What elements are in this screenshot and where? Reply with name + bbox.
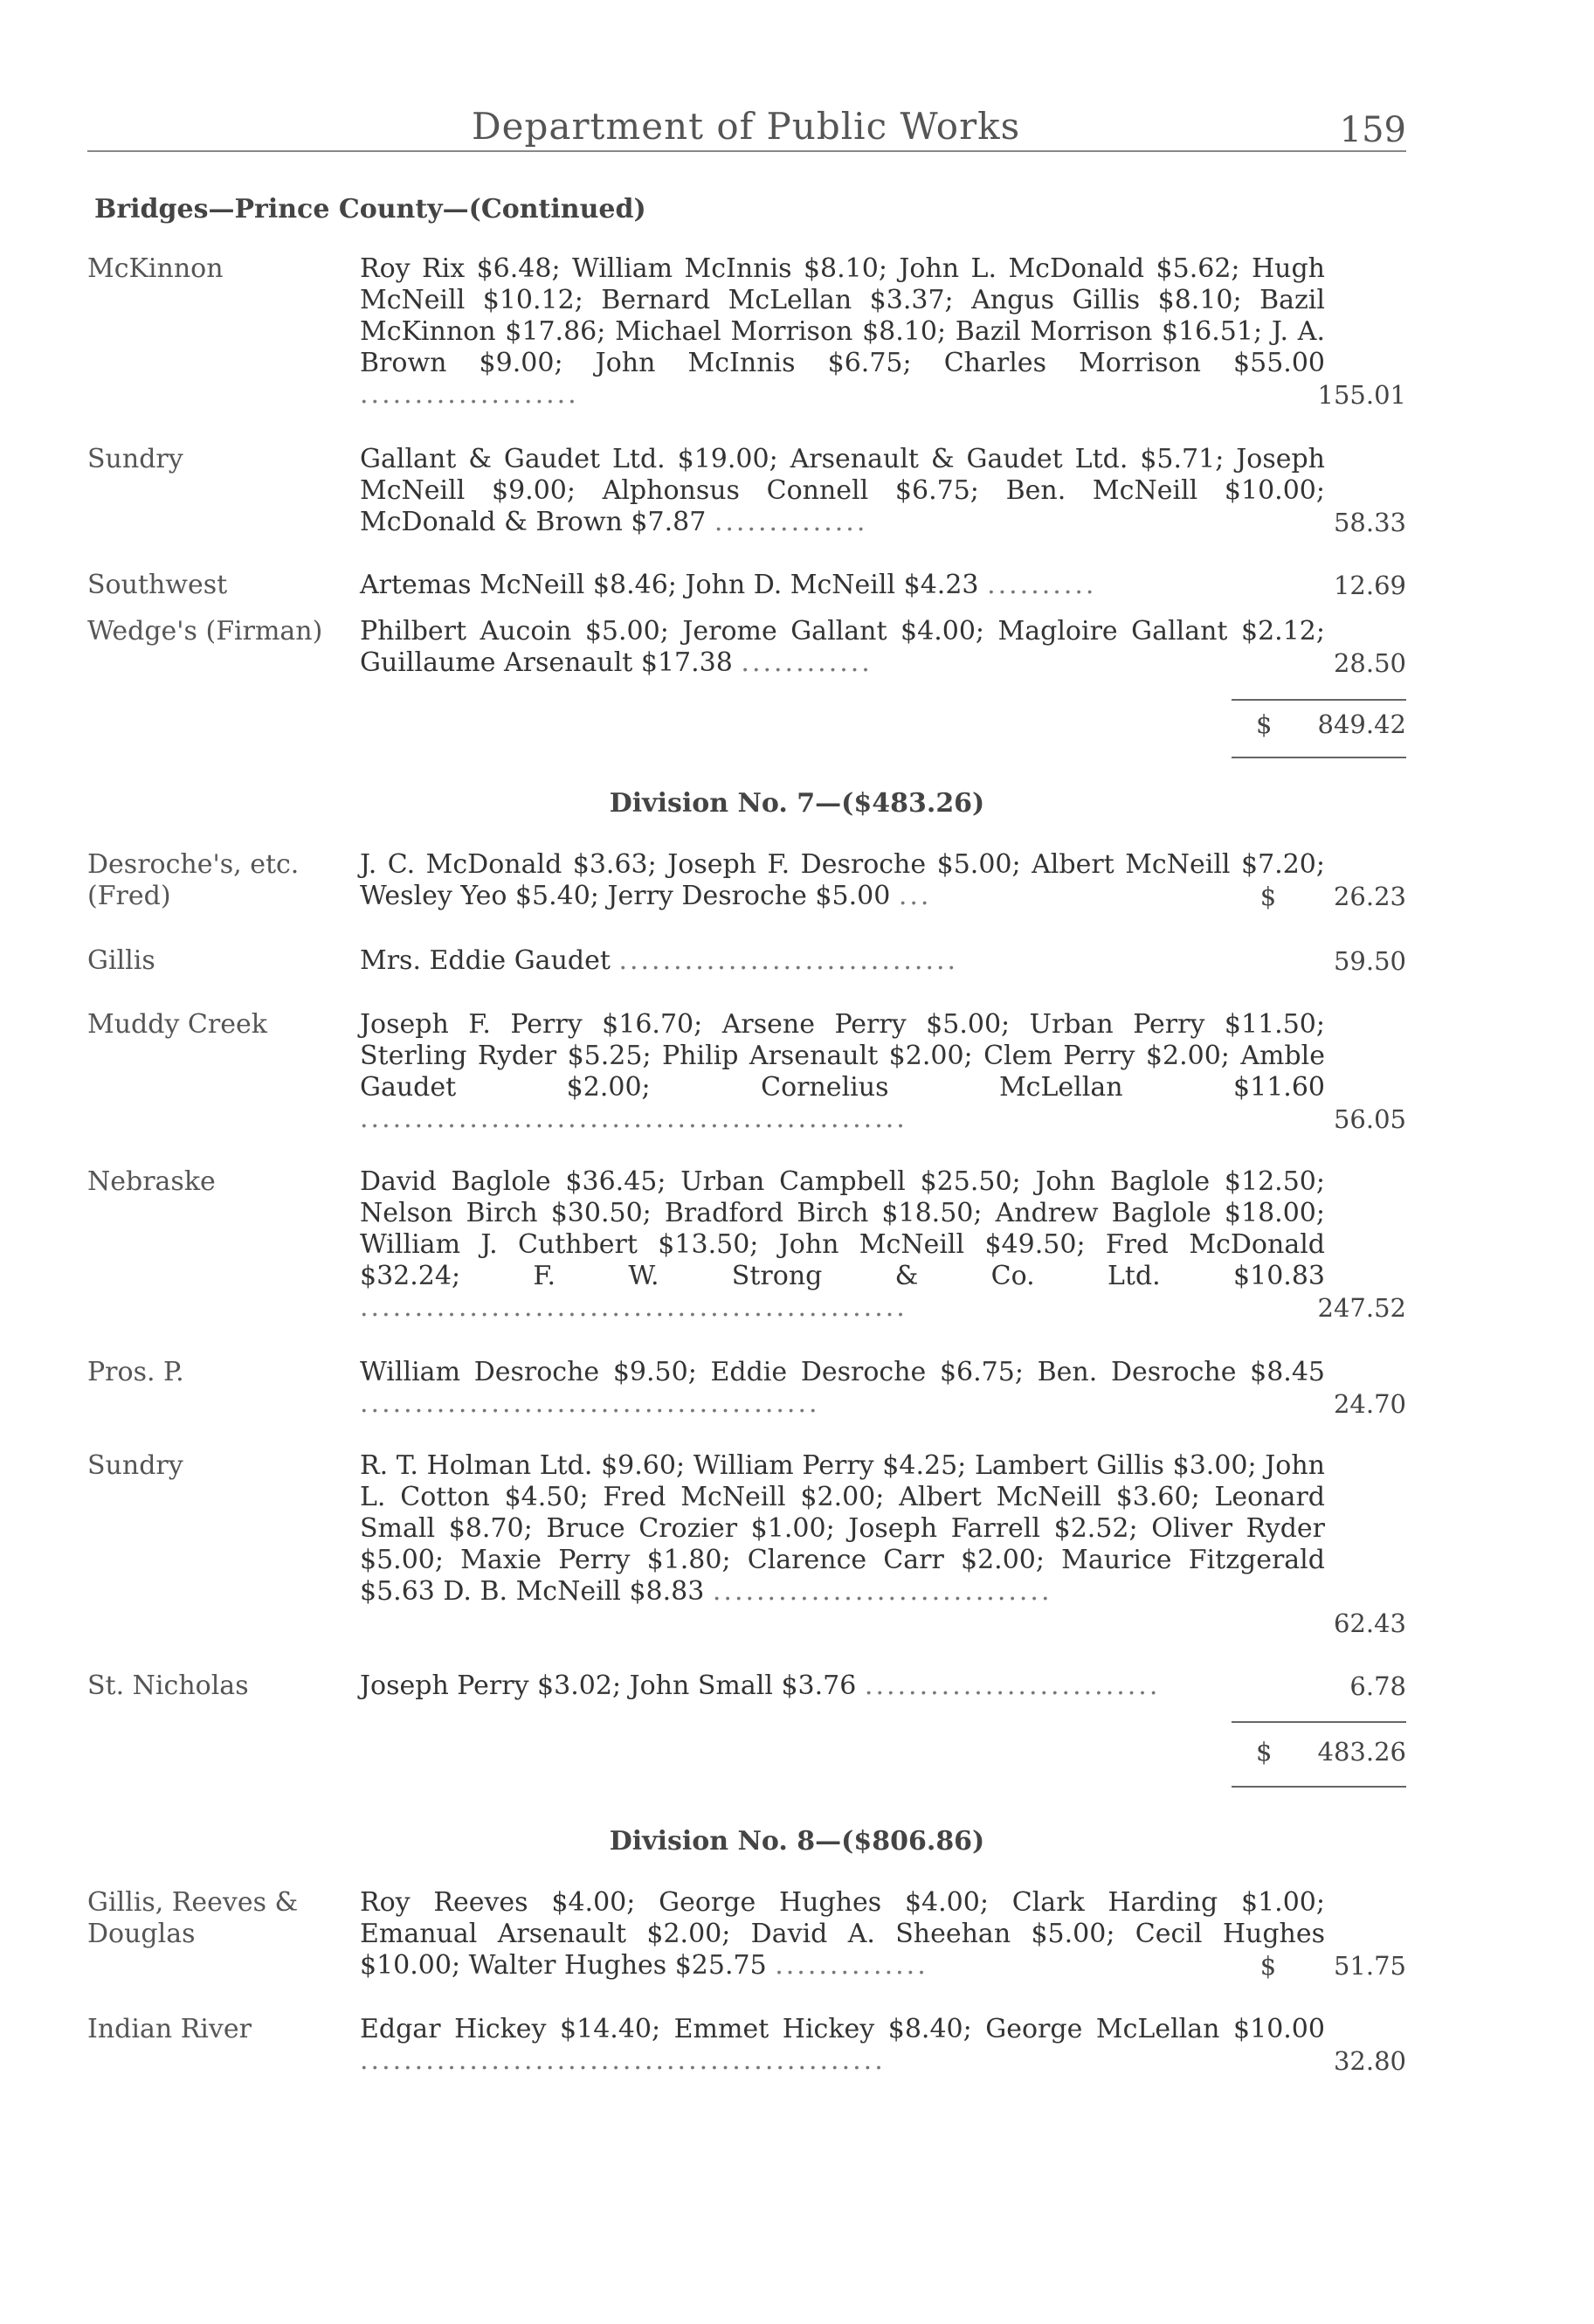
entry-payees: William Desroche $9.50; Eddie Desroche $6.75; Ben. Desroche $8.45 xyxy=(360,1357,1325,1387)
dot-leader: .......................................... xyxy=(360,1388,820,1419)
dollar-sign: $ xyxy=(1256,709,1273,739)
entry-payees: Artemas McNeill $8.46; John D. McNeill $4.23 xyxy=(360,570,979,600)
entry-amount: 12.69 xyxy=(1333,571,1406,600)
subtotal-rule xyxy=(1232,699,1406,701)
dollar-sign: $ xyxy=(1259,882,1277,911)
entry-items xyxy=(360,2014,1325,2077)
dot-leader: ............................... xyxy=(618,945,959,976)
entry-payees: J. C. McDonald $3.63; Joseph F. Desroche $5.00; Albert McNeill $7.20; Wesley Yeo $5.40; Jerry Desroche $5.00 xyxy=(360,849,1325,911)
subtotal-rule xyxy=(1232,1721,1406,1723)
header-title: Department of Public Works xyxy=(472,105,1021,148)
dollar-sign: $ xyxy=(1256,1737,1273,1767)
dot-leader: .......... xyxy=(987,570,1097,600)
entry-items xyxy=(360,1670,1325,1702)
running-header xyxy=(87,105,1406,157)
entry-place: Desroche's, etc. (Fred) xyxy=(87,849,300,911)
entry-place: St. Nicholas xyxy=(87,1670,249,1701)
entry-payees: Gallant & Gaudet Ltd. $19.00; Arsenault & Gaudet Ltd. $5.71; Joseph McNeill $9.00; Alphonsus Connell $6.75; Ben. McNeill $10.00; McDonald & Brown $7.87 xyxy=(360,444,1325,537)
section-title: Bridges—Prince County—(Continued) xyxy=(94,194,646,225)
entry-place: Pros. P. xyxy=(87,1357,184,1387)
group1-total xyxy=(1232,709,1406,744)
dot-leader: ............................... xyxy=(712,1576,1052,1607)
entry-sundry-2 xyxy=(87,1450,1406,1643)
entry-place: Southwest xyxy=(87,570,228,600)
entry-place: Sundry xyxy=(87,1450,183,1481)
entry-items xyxy=(360,616,1325,679)
page-number: 159 xyxy=(1339,110,1406,150)
entry-payees: R. T. Holman Ltd. $9.60; William Perry $4.25; Lambert Gillis $3.00; John L. Cotton $4.50; Fred McNeill $2.00; Albert McNeill $3.60; Leonard Small $8.70; Bruce Crozier $1.00; Joseph Farrell $2.52; Oliver Ryder $5.00; Maxie Perry $1.80; Clarence Carr $2.00; Maurice Fitzgerald $5.63 D. B. McNeill $8.83 xyxy=(360,1450,1325,1607)
entry-amount: 51.75 xyxy=(1333,1951,1406,1981)
entry-place: Gillis, Reeves & Douglas xyxy=(87,1887,299,1949)
dot-leader: .................................................. xyxy=(360,1292,907,1323)
entry-wedges xyxy=(87,616,1406,682)
entry-payees: Joseph F. Perry $16.70; Arsene Perry $5.00; Urban Perry $11.50; Sterling Ryder $5.25; Philip Arsenault $2.00; Clem Perry $2.00; Amble Gaudet $2.00; Cornelius McLellan $11.60 xyxy=(360,1009,1325,1103)
entry-place: Muddy Creek xyxy=(87,1009,267,1040)
entry-place: Indian River xyxy=(87,2014,252,2044)
entry-sundry xyxy=(87,444,1406,540)
entry-amount: 26.23 xyxy=(1333,882,1406,911)
dot-leader: .................................................. xyxy=(360,1103,907,1134)
entry-nebraske xyxy=(87,1166,1406,1328)
entry-payees: Mrs. Eddie Gaudet xyxy=(360,945,611,976)
total-amount: 483.26 xyxy=(1317,1737,1406,1767)
entry-gillis-reeves-douglas xyxy=(87,1887,1406,1985)
entry-payees: Roy Rix $6.48; William McInnis $8.10; John L. McDonald $5.62; Hugh McNeill $10.12; Bernard McLellan $3.37; Angus Gillis $8.10; Bazil McKinnon $17.86; Michael Morrison $8.10; Bazil Morrison $16.51; J. A. Brown $9.00; John McInnis $6.75; Charles Morrison $55.00 xyxy=(360,253,1325,378)
entry-items xyxy=(360,1450,1325,1608)
dollar-sign: $ xyxy=(1259,1951,1277,1981)
entry-items xyxy=(360,1357,1325,1420)
dot-leader: .............. xyxy=(714,507,868,537)
dot-leader: .................... xyxy=(360,379,579,410)
entry-items xyxy=(360,1009,1325,1135)
entry-items xyxy=(360,570,1325,601)
entry-place: Sundry xyxy=(87,444,183,474)
entry-items xyxy=(360,444,1325,538)
entry-amount: 24.70 xyxy=(1333,1389,1406,1419)
entry-amount: 6.78 xyxy=(1349,1671,1406,1701)
entry-place: Wedge's (Firman) xyxy=(87,616,323,647)
entry-items xyxy=(360,1887,1325,1982)
entry-amount: 32.80 xyxy=(1333,2046,1406,2076)
entry-place: Nebraske xyxy=(87,1166,216,1197)
entry-amount: 28.50 xyxy=(1333,648,1406,678)
entry-amount: 155.01 xyxy=(1317,380,1406,410)
entry-amount: 59.50 xyxy=(1333,946,1406,976)
entry-st-nicholas xyxy=(87,1670,1406,1705)
entry-payees: Edgar Hickey $14.40; Emmet Hickey $8.40; George McLellan $10.00 xyxy=(360,2014,1325,2044)
dot-leader: ... xyxy=(898,881,932,911)
total-amount: 849.42 xyxy=(1317,709,1406,739)
total-rule xyxy=(1232,1786,1406,1788)
entry-pros-p xyxy=(87,1357,1406,1423)
entry-place: Gillis xyxy=(87,945,155,976)
division-7-total xyxy=(1232,1737,1406,1772)
entry-amount: 247.52 xyxy=(1317,1293,1406,1323)
total-rule xyxy=(1232,757,1406,758)
entry-indian-river xyxy=(87,2014,1406,2080)
entry-southwest xyxy=(87,570,1406,605)
entry-place: McKinnon xyxy=(87,253,224,284)
dot-leader: ............ xyxy=(741,647,873,678)
entry-payees: Roy Reeves $4.00; George Hughes $4.00; Clark Harding $1.00; Emanual Arsenault $2.00; David A. Sheehan $5.00; Cecil Hughes $10.00; Walter Hughes $25.75 xyxy=(360,1887,1325,1981)
entry-items xyxy=(360,849,1325,912)
entry-payees: Joseph Perry $3.02; John Small $3.76 xyxy=(360,1670,857,1701)
entry-payees: Philbert Aucoin $5.00; Jerome Gallant $4.00; Magloire Gallant $2.12; Guillaume Arsenault $17.38 xyxy=(360,616,1325,678)
entry-items xyxy=(360,253,1325,411)
dot-leader: ........................... xyxy=(864,1670,1161,1701)
entry-items xyxy=(360,945,1325,977)
entry-payees: David Baglole $36.45; Urban Campbell $25.50; John Baglole $12.50; Nelson Birch $30.50; Bradford Birch $18.50; Andrew Baglole $18.00; William J. Cuthbert $13.50; John McNeill $49.50; Fred McDonald $32.24; F. W. Strong & Co. Ltd. $10.83 xyxy=(360,1166,1325,1291)
entry-gillis xyxy=(87,945,1406,980)
dot-leader: .............. xyxy=(775,1950,928,1981)
entry-amount: 56.05 xyxy=(1333,1104,1406,1134)
entry-amount: 62.43 xyxy=(1333,1608,1406,1638)
entry-muddy-creek xyxy=(87,1009,1406,1140)
entry-mckinnon xyxy=(87,253,1406,411)
header-rule xyxy=(87,150,1406,152)
division-8-heading: Division No. 8—($806.86) xyxy=(609,1826,985,1857)
dot-leader: ................................................ xyxy=(360,2045,886,2076)
entry-amount: 58.33 xyxy=(1333,508,1406,537)
division-7-heading: Division No. 7—($483.26) xyxy=(609,788,985,819)
entry-desroches xyxy=(87,849,1406,916)
entry-items xyxy=(360,1166,1325,1324)
